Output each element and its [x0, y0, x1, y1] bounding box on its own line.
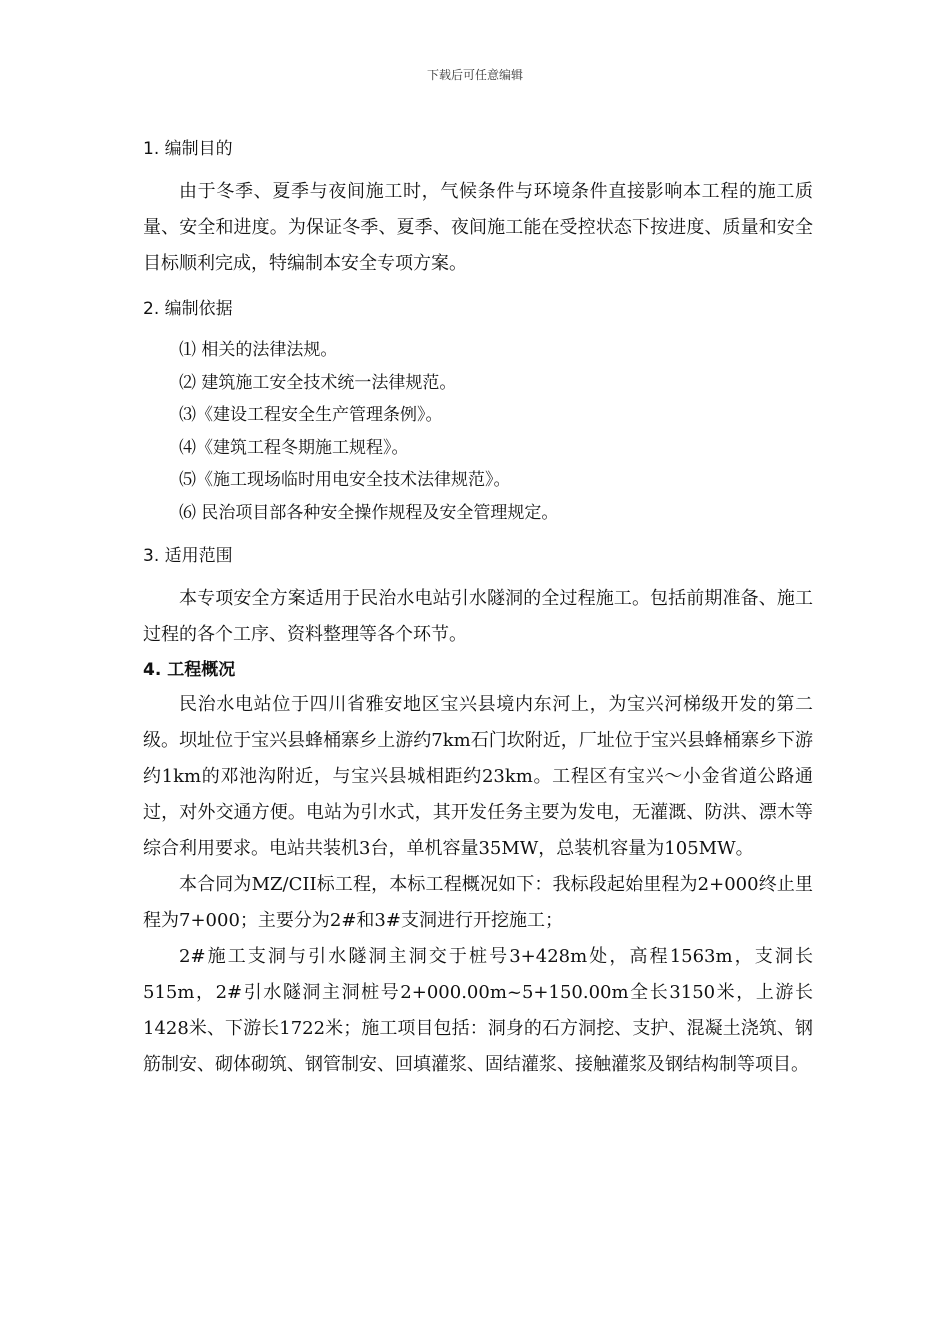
section-4-title: 4. 工程概况 — [143, 660, 236, 680]
basis-item-1: ⑴ 相关的法律法规。 — [179, 340, 338, 360]
basis-item-3: ⑶《建设工程安全生产管理条例》。 — [179, 405, 443, 425]
section-3-paragraph: 本专项安全方案适用于民治水电站引水隧洞的全过程施工。包括前期准备、施工过程的各个工序、资料整理等各个环节。 — [143, 588, 813, 645]
basis-item-2: ⑵ 建筑施工安全技术统一法律规范。 — [179, 372, 457, 393]
section-4-paragraph-2: 本合同为MZ/CII标工程，本标工程概况如下：我标段起始里程为2+000终止里程为7+000；主要分为2#和3#支洞进行开挖施工； — [143, 874, 813, 931]
section-2-title: 2. 编制依据 — [143, 299, 233, 319]
section-1-title: 1. 编制目的 — [143, 139, 233, 159]
section-1-paragraph: 由于冬季、夏季与夜间施工时，气候条件与环境条件直接影响本工程的施工质量、安全和进度。为保证冬季、夏季、夜间施工能在受控状态下按进度、质量和安全目标顺利完成，特编制本安全专项方案。 — [143, 181, 813, 274]
basis-item-6: ⑹ 民治项目部各种安全操作规程及安全管理规定。 — [179, 502, 559, 523]
document-body — [143, 132, 813, 1083]
basis-item-5: ⑸《施工现场临时用电安全技术法律规范》。 — [179, 470, 511, 490]
section-4-paragraph-3: 2#施工支洞与引水隧洞主洞交于桩号3+428m处，高程1563m，支洞长515m，2#引水隧洞主洞桩号2+000.00m~5+150.00m全长3150米，上游长1428米、下游长1722米；施工项目包括：洞身的石方洞挖、支护、混凝土浇筑、钢筋制安、砌体砌筑、钢管制安、回填灌浆、固结灌浆、接触灌浆及钢结构制等项目。 — [143, 946, 813, 1075]
page-header-note: 下载后可任意编辑 — [426, 68, 523, 82]
section-4-paragraph-1: 民治水电站位于四川省雅安地区宝兴县境内东河上，为宝兴河梯级开发的第二级。坝址位于宝兴县蜂桶寨乡上游约7km石门坎附近，厂址位于宝兴县蜂桶寨乡下游约1km的邓池沟附近，与宝兴县城相距约23km。工程区有宝兴～小金省道公路通过，对外交通方便。电站为引水式，其开发任务主要为发电，无灌溉、防洪、漂木等综合利用要求。电站共装机3台，单机容量35MW，总装机容量为105MW。 — [143, 694, 813, 859]
basis-item-4: ⑷《建筑工程冬期施工规程》。 — [179, 437, 409, 458]
section-3-title: 3. 适用范围 — [143, 546, 233, 566]
